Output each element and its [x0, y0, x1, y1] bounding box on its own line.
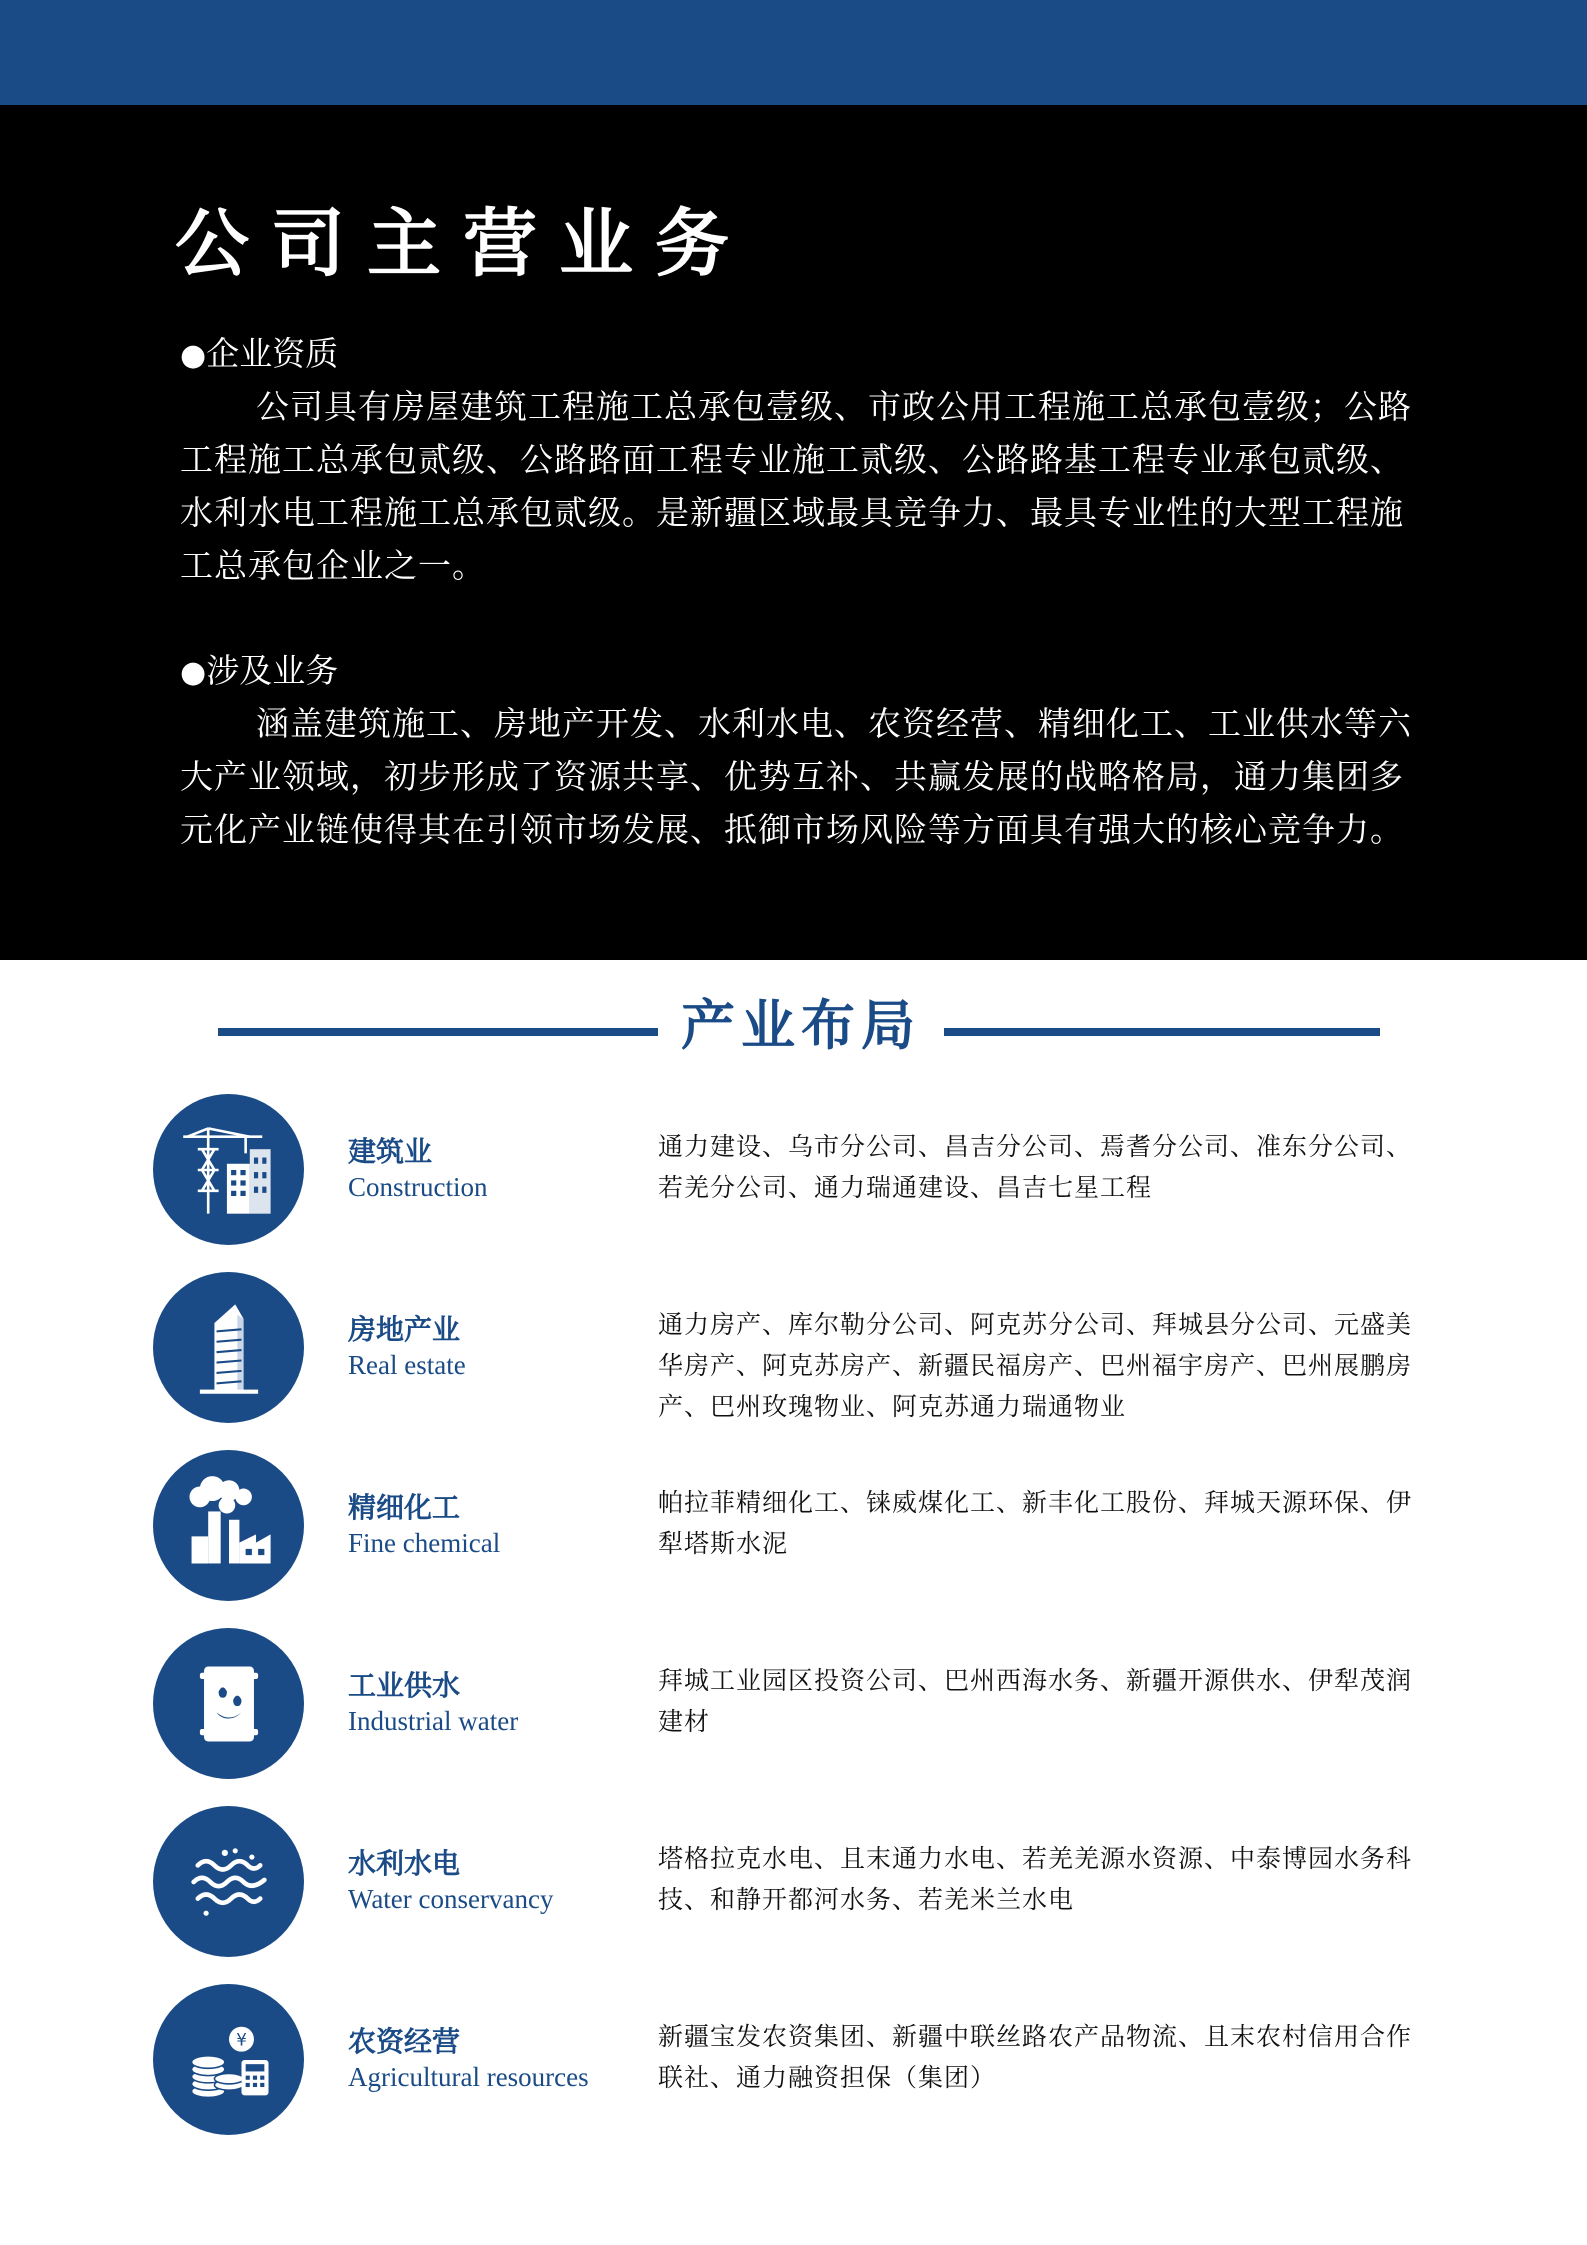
industry-name-en: Real estate	[348, 1350, 466, 1380]
industry-industrial-water	[0, 1628, 1587, 1788]
industry-companies: 通力房产、库尔勒分公司、阿克苏分公司、拜城县分公司、元盛美华房产、阿克苏房产、新疆民福房产、巴州福宇房产、巴州展鹏房产、巴州玫瑰物业、阿克苏通力瑞通物业	[658, 1310, 1413, 1421]
skyscraper-icon	[177, 1296, 281, 1400]
industry-name: 房地产业	[348, 1313, 461, 1346]
water-waves-icon	[177, 1830, 281, 1934]
industry-name-en: Agricultural resources	[348, 2062, 589, 2092]
industry-water-conservancy	[0, 1806, 1587, 1966]
business-scope-section	[180, 645, 1420, 856]
industry-construction	[0, 1094, 1587, 1254]
industry-layout-header	[0, 990, 1587, 1070]
qualification-section	[180, 328, 1420, 592]
industry-name-en: Industrial water	[348, 1706, 519, 1736]
section-title: 企业资质	[206, 334, 339, 373]
industry-icon-badge	[153, 1450, 304, 1601]
industry-fine-chemical	[0, 1450, 1587, 1610]
factory-smoke-icon	[177, 1474, 281, 1578]
industry-name: 工业供水	[348, 1669, 461, 1702]
industry-icon-badge	[153, 1272, 304, 1423]
industry-companies: 通力建设、乌市分公司、昌吉分公司、焉耆分公司、准东分公司、 若羌分公司、通力瑞通建设、昌吉七星工程	[658, 1132, 1413, 1202]
section-body: 公司具有房屋建筑工程施工总承包壹级、市政公用工程施工总承包壹级；公路工程施工总承包贰级、公路路面工程专业施工贰级、公路路基工程专业承包贰级、水利水电工程施工总承包贰级。是新疆区域最具竞争力、最具专业性的大型工程施工总承包企业之一。	[180, 387, 1412, 585]
industry-name-en: Construction	[348, 1172, 488, 1202]
section-heading	[180, 328, 1420, 380]
divider-left	[218, 1028, 658, 1036]
divider-right	[944, 1028, 1380, 1036]
industry-agricultural-resources	[0, 1984, 1587, 2144]
coins-calculator-icon	[177, 2008, 281, 2112]
industry-name-en: Water conservancy	[348, 1884, 554, 1914]
industry-icon-badge	[153, 1094, 304, 1245]
industry-real-estate	[0, 1272, 1587, 1432]
industry-icon-badge	[153, 1984, 304, 2135]
tower-crane-building-icon	[177, 1118, 281, 1222]
industry-name: 建筑业	[348, 1135, 433, 1168]
section-title: 涉及业务	[206, 651, 339, 690]
industry-companies: 塔格拉克水电、且末通力水电、若羌羌源水资源、中泰博园水务科技、和静开都河水务、若羌米兰水电	[658, 1844, 1413, 1914]
section-heading	[180, 645, 1420, 697]
industry-companies: 拜城工业园区投资公司、巴州西海水务、新疆开源供水、伊犁茂润建材	[658, 1666, 1413, 1736]
svg-text:¥: ¥	[235, 2029, 247, 2049]
industry-companies: 帕拉菲精细化工、铼威煤化工、新丰化工股份、拜城天源环保、伊犁塔斯水泥	[658, 1488, 1413, 1558]
industry-icon-badge	[153, 1806, 304, 1957]
section-body: 涵盖建筑施工、房地产开发、水利水电、农资经营、精细化工、工业供水等六大产业领域，初步形成了资源共享、优势互补、共赢发展的战略格局，通力集团多元化产业链使得其在引领市场发展、抵御市场风险等方面具有强大的核心竞争力。	[180, 704, 1412, 849]
industry-name-en: Fine chemical	[348, 1528, 501, 1558]
bullet-icon: ●	[180, 655, 207, 690]
top-banner	[0, 0, 1587, 105]
industry-name: 精细化工	[348, 1491, 461, 1524]
industry-layout-title: 产业布局	[681, 993, 921, 1057]
water-barrel-icon	[177, 1652, 281, 1756]
industry-name: 水利水电	[348, 1847, 461, 1880]
page-title: 公司主营业务	[175, 201, 751, 287]
industry-icon-badge	[153, 1628, 304, 1779]
industry-name: 农资经营	[348, 2025, 461, 2058]
bullet-icon: ●	[180, 338, 207, 373]
industry-companies: 新疆宝发农资集团、新疆中联丝路农产品物流、且末农村信用合作联社、通力融资担保（集团）	[658, 2022, 1413, 2092]
